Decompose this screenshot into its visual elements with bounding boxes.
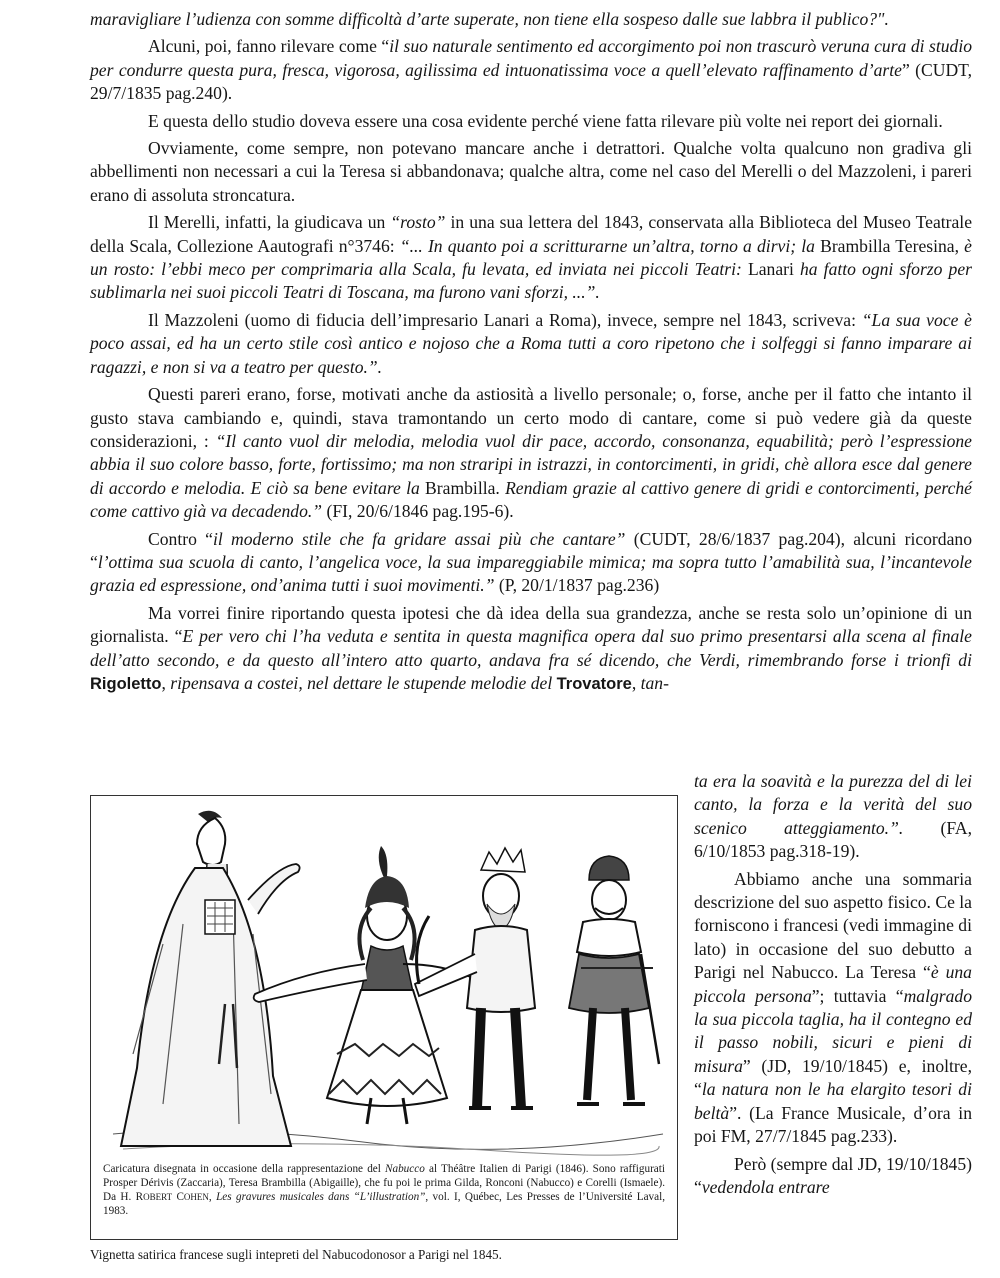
body-paragraph: maravigliare l’udienza con somme difficoltà d’arte superate, non tiene ella sospeso dalle sue labbra il publico?". <box>90 9 889 29</box>
body-paragraph: Il Merelli, infatti, la giudicava un “rosto” in una sua lettera del 1843, conservata alla Biblioteca del Museo Teatrale della Scala, Collezione Aautografi n°3746: “... In quanto poi a scritturarne un’altra, torno a dirvi; la Brambilla Teresina, è un rosto: l’ebbi meco per comprimaria alla Scala, fu levata, ed inviata nei piccoli Teatri: Lanari ha fatto ogni sforzo per sublimarla nei suoi piccoli Teatri di Toscana, ma furono vani sforzi, ...”. <box>90 212 973 303</box>
caricature-illustration <box>103 804 665 1160</box>
body-paragraph: Questi pareri erano, forse, motivati anche da astiosità a livello personale; o, forse, anche per il fatto che intanto il gusto stava cambiando e, quindi, stava tramontando un certo modo di cantare, come si può vedere già da queste considerazioni, : “Il canto vuol dir melodia, melodia vuol dir pace, accordo, consonanza, equabilità; però l’espressione abbia il suo colore basso, forte, fortissimo; ma non straripi in istrazzi, in contorcimenti, in gridi, chè allora esce dal genere di accordo e melodia. E ciò sa bene evitare la Brambilla. Rendiam grazie al cattivo genere di gridi e contorcimenti, perché come cattivo già va decadendo.” (FI, 20/6/1846 pag.195-6). <box>90 384 972 522</box>
zaccaria-figure <box>121 811 300 1146</box>
column-paragraph: ta era la soavità e la purezza del di lei canto, la forza e la verità del suo scenico atteggiamento.”. (FA, 6/10/1853 pag.318-19). <box>694 771 972 862</box>
ismaele-figure <box>569 856 659 1104</box>
column-paragraph: Però (sempre dal JD, 19/10/1845) “vedendola entrare <box>694 1153 972 1197</box>
body-paragraph: Ma vorrei finire riportando questa ipotesi che dà idea della sua grandezza, anche se resta solo un’opinione di un giornalista. “E per vero chi l’ha veduta e sentita in questa magnifica opera dal suo primo presentarsi alla scena al finale dell’atto secondo, e da questo all’intero atto quarto, andava fra sé dicendo, che Verdi, rimembrando forse i trionfi di Rigoletto, ripensava a costei, nel dettare le stupende melodie del Trovatore, tan- <box>90 602 972 693</box>
column-paragraph: Abbiamo anche una sommaria descrizione del suo aspetto fisico. Ce la forniscono i francesi (vedi immagine di lato) in occasione del suo debutto a Parigi nel Nabucco. La Teresa “è una piccola persona”; tuttavia “malgrado la sua piccola taglia, ha il contegno ed il passo nobili, sicuri e pieni di misura” (JD, 19/10/1845) e, inoltre, “la natura non le ha elargito tesori di beltà”. (La France Musicale, d’ora in poi FM, 27/7/1845 pag.233). <box>694 868 972 1147</box>
body-paragraph: Il Mazzoleni (uomo di fiducia dell’impresario Lanari a Roma), invece, sempre nel 1843, scriveva: “La sua voce è poco assai, ed ha un certo stile così antico e nojoso che a Roma tutti a coro ripetono che i solfeggi si fanno imparare ai ragazzi, e non si va a teatro per questo.”. <box>90 309 972 377</box>
body-paragraph: Contro “il moderno stile che fa gridare assai più che cantare” (CUDT, 28/6/1837 pag.204), alcuni ricordano “l’ottima sua scuola di canto, l’angelica voce, la sua impareggiabile mimica; ma sopra tutto l’amabilità sua, l’incantevole grazia ed espressione, ond’anima tutti i suoi movimenti.” (P, 20/1/1837 pag.236) <box>90 528 972 596</box>
vignette-caption: Vignetta satirica francese sugli intepreti del Nabucodonosor a Parigi nel 1845. <box>90 1247 502 1262</box>
main-text <box>90 8 972 700</box>
body-paragraph: Alcuni, poi, fanno rilevare come “il suo naturale sentimento ed accorgimento poi non trascurò veruna cura di studio per condurre questa pura, fresca, vigorosa, agilissima ed intuonatissima voce a quell’elevato raffinamento d’arte” (CUDT, 29/7/1835 pag.240). <box>90 36 973 104</box>
side-column-text <box>694 770 972 1203</box>
body-paragraph: Ovviamente, come sempre, non potevano mancare anche i detrattori. Qualche volta qualcuno non gradiva gli abbellimenti non necessari a cui la Teresa si abbandonava; qualche altra, come nel caso del Merelli o del Mazzoleni, i pareri erano di assoluta stroncatura. <box>90 138 972 205</box>
figure-caption: Caricatura disegnata in occasione della rappresentazione del Nabucco al Théâtre Italien di Parigi (1846). Sono raffigurati Prosper Dérivis (Zaccaria), Teresa Brambilla (Abigaille), che fu poi le prima Gilda, Ronconi (Nabucco) e Corelli (Ismaele). Da H. ROBERT COHEN, Les gravures musicales dans “L’illustration”, vol. I, Québec, Les Presses de l’Université Laval, 1983. <box>103 1163 665 1217</box>
body-paragraph: E questa dello studio doveva essere una cosa evidente perché viene fatta rilevare più volte nei report dei giornali. <box>148 110 943 131</box>
caricature-figure <box>90 795 678 1240</box>
